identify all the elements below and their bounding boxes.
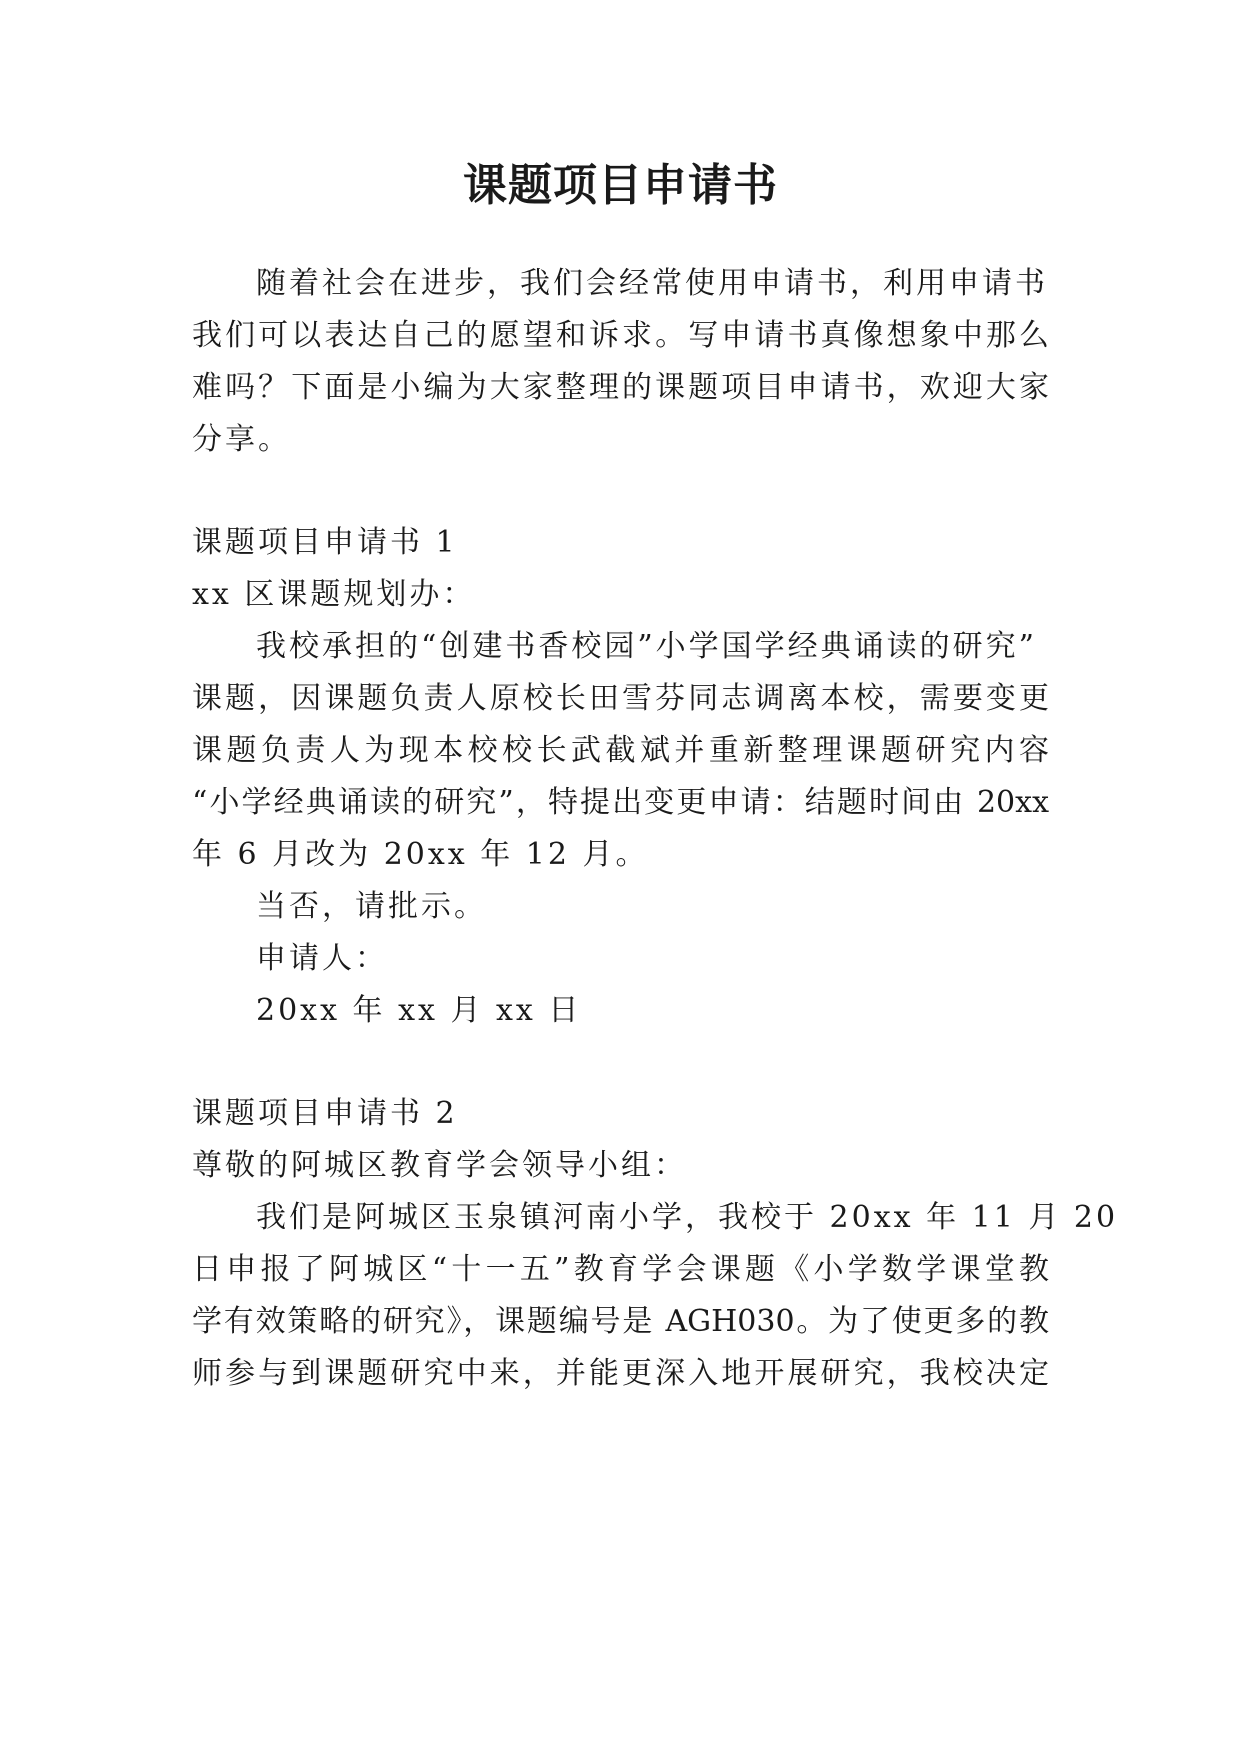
intro-line-2: 我们可以表达自己的愿望和诉求。写申请书真像想象中那么	[192, 318, 1049, 353]
section1-body-line-3: 课题负责人为现本校校长武截斌并重新整理课题研究内容	[192, 733, 1049, 768]
section1-heading: 课题项目申请书 1	[192, 525, 458, 560]
section1-date: 20xx 年 xx 月 xx 日	[256, 993, 582, 1028]
section1-applicant: 申请人：	[256, 941, 388, 976]
intro-line-3: 难吗？下面是小编为大家整理的课题项目申请书，欢迎大家	[192, 370, 1049, 405]
section1-body-line-5: 年 6 月改为 20xx 年 12 月。	[192, 837, 649, 872]
section2-salutation: 尊敬的阿城区教育学会领导小组：	[192, 1148, 687, 1183]
section2-body-line-4: 师参与到课题研究中来，并能更深入地开展研究，我校决定	[192, 1356, 1049, 1391]
intro-line-1: 随着社会在进步，我们会经常使用申请书，利用申请书	[256, 266, 1048, 301]
section1-body-line-2: 课题，因课题负责人原校长田雪芬同志调离本校，需要变更	[192, 681, 1049, 716]
section1-closing: 当否，请批示。	[256, 889, 487, 924]
section1-body-line-1: 我校承担的“创建书香校园”小学国学经典诵读的研究”	[256, 629, 1038, 664]
intro-line-4: 分享。	[192, 422, 291, 457]
section2-body-line-3: 学有效策略的研究》，课题编号是 AGH030。为了使更多的教	[192, 1304, 1049, 1339]
section1-body-line-4: “小学经典诵读的研究”，特提出变更申请：结题时间由 20xx	[192, 785, 1049, 820]
section1-salutation: xx 区课题规划办：	[192, 577, 476, 612]
document-title: 课题项目申请书	[463, 160, 778, 211]
section2-body-line-1: 我们是阿城区玉泉镇河南小学，我校于 20xx 年 11 月 20	[256, 1200, 1119, 1235]
section2-body-line-2: 日申报了阿城区“十一五”教育学会课题《小学数学课堂教	[192, 1252, 1049, 1287]
section2-heading: 课题项目申请书 2	[192, 1096, 458, 1131]
